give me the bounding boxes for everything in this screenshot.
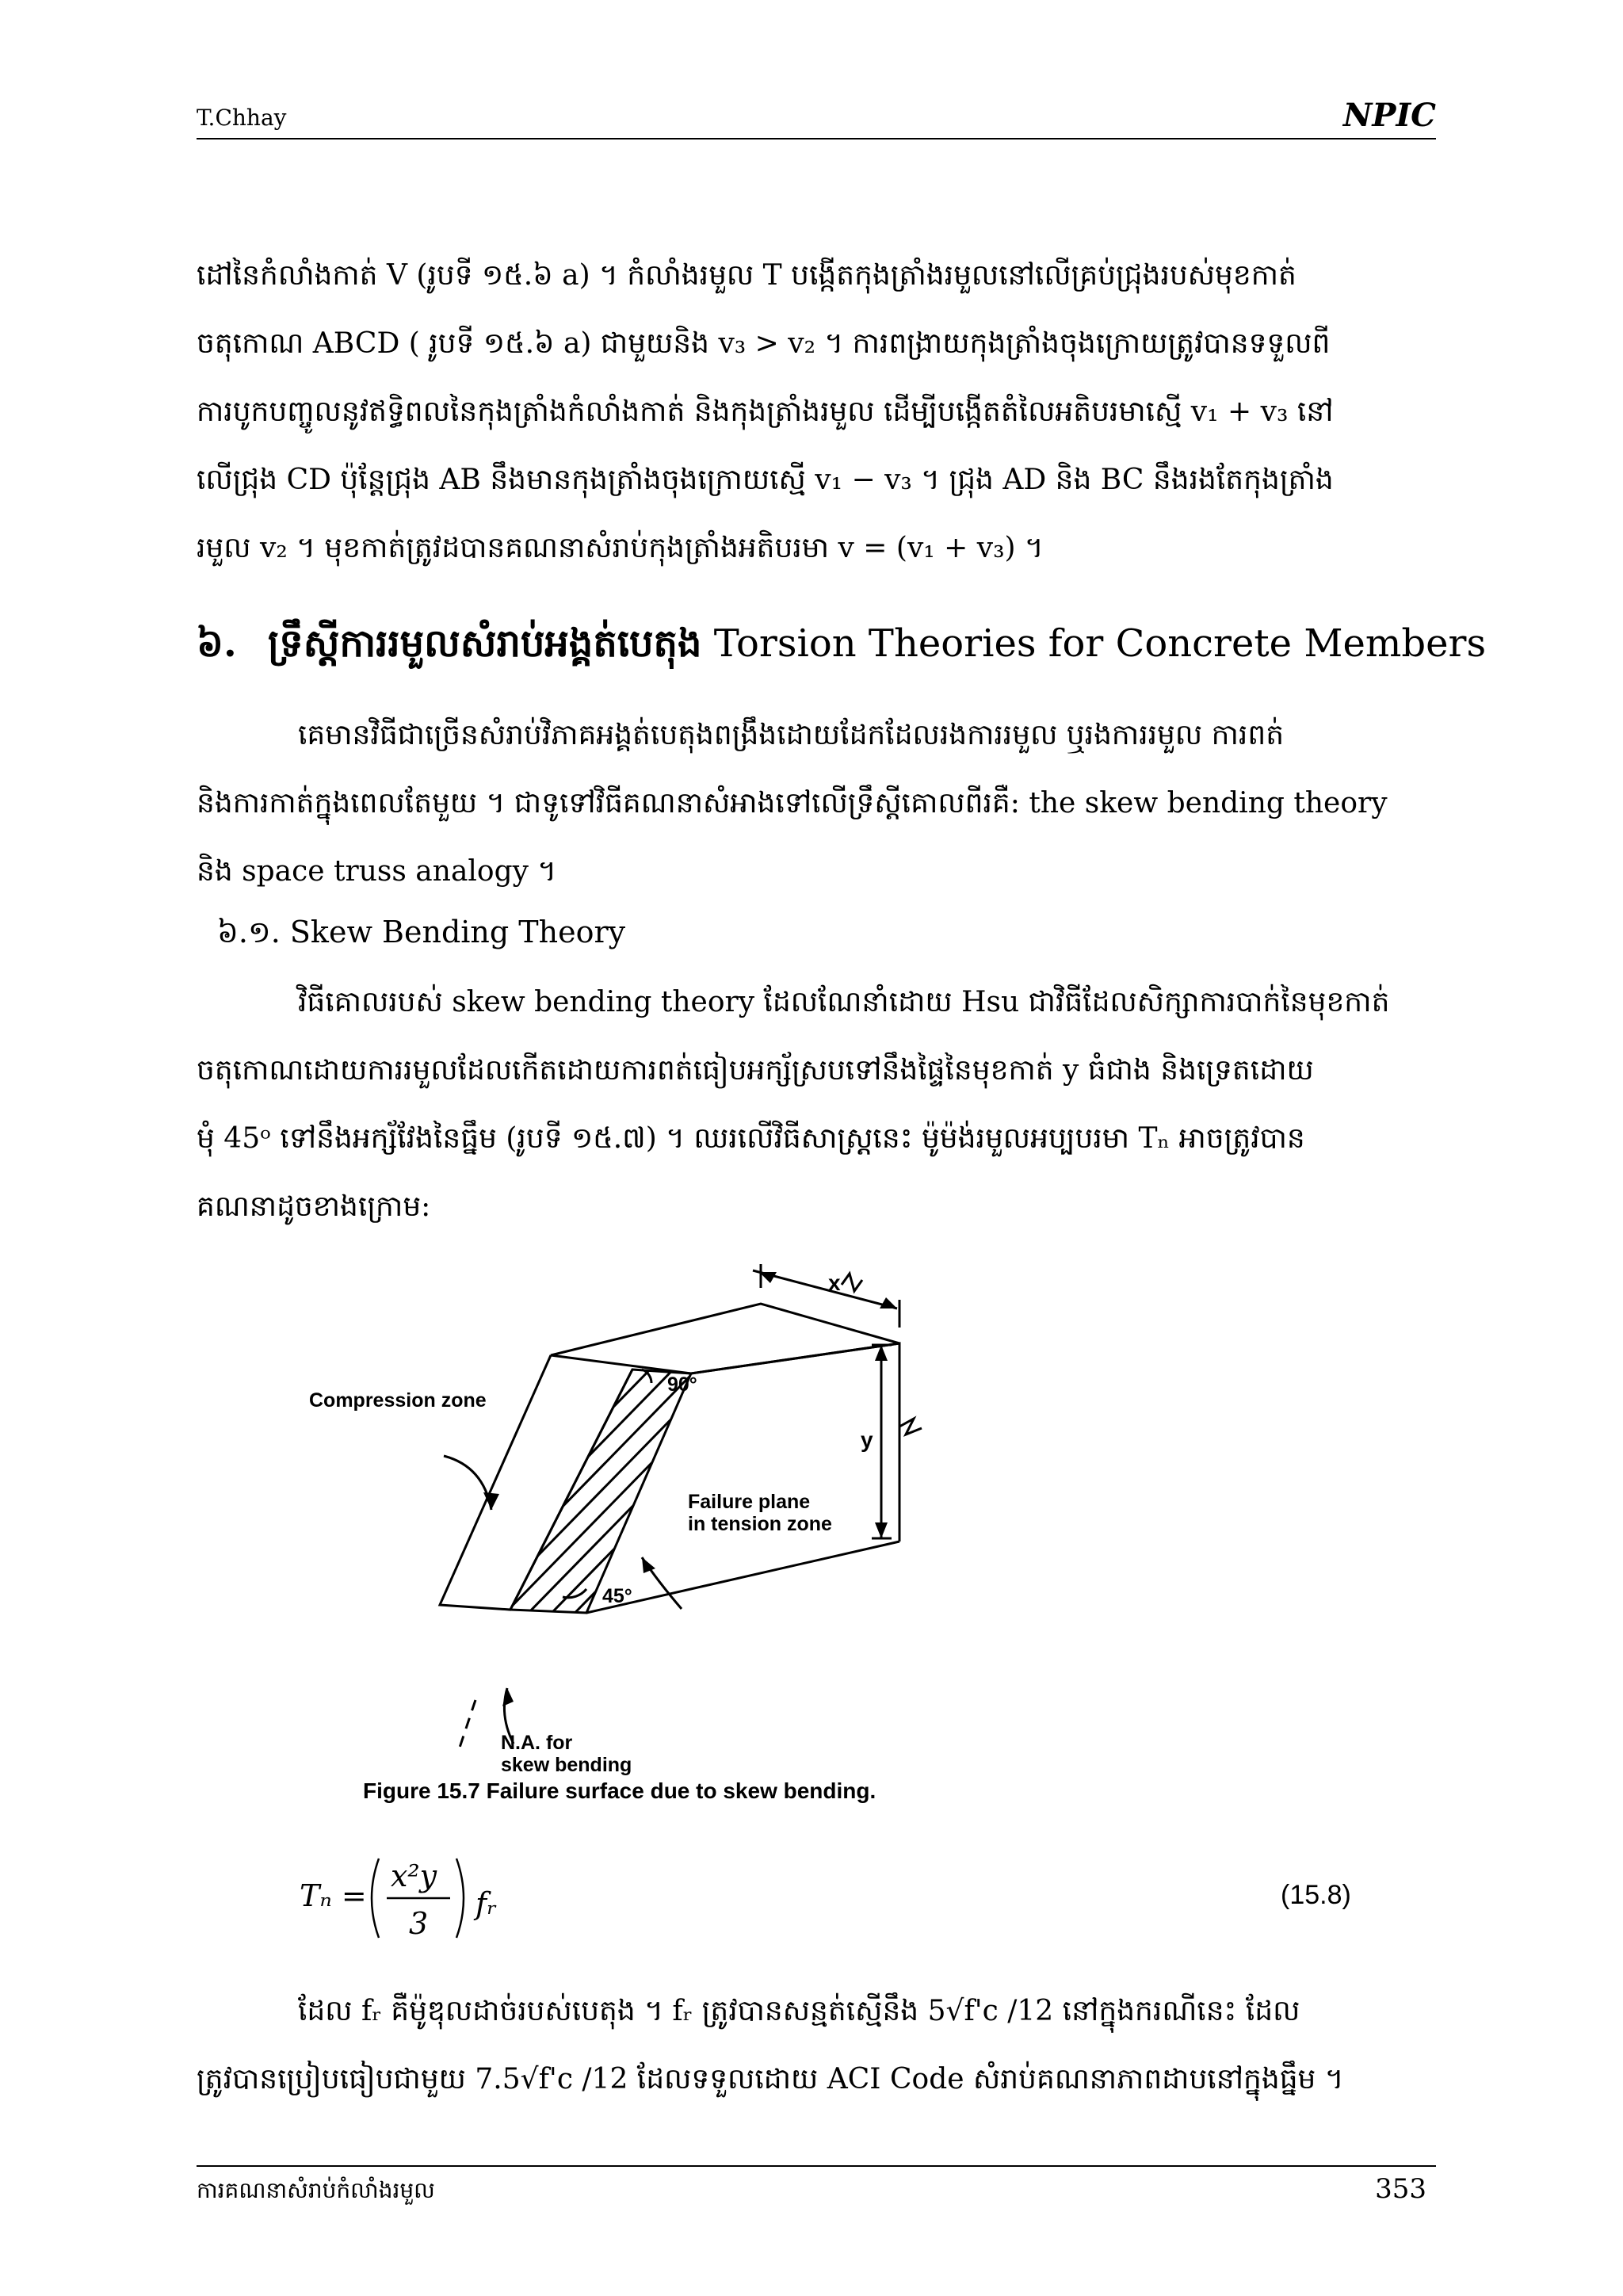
y-label: y	[861, 1427, 873, 1452]
paragraph-line: រមួល v₂ ។ មុខកាត់ត្រូវដបានគណនាសំរាប់កុងត្រាំងអតិបរមា v = (v₁ + v₃) ។	[197, 532, 1044, 564]
equation-lhs: Tₙ =	[300, 1878, 367, 1913]
x-label: x	[828, 1270, 841, 1295]
footer-rule	[197, 2165, 1436, 2167]
equation-rhs: fᵣ	[475, 1886, 498, 1921]
paragraph-line: ដែល fᵣ គឺម៉ូឌុលដាច់របស់បេតុង ។ fᵣ ត្រូវបានសន្មត់ស្មើនឹង 5√f'c /12 នៅក្នុងករណីនេះ ដែល	[298, 1995, 1300, 2027]
neutral-axis-line-2: skew bending	[501, 1754, 632, 1776]
failure-plane-line-2: in tension zone	[688, 1513, 832, 1535]
page-number: 353	[1375, 2173, 1426, 2205]
equation-number: (15.8)	[1281, 1880, 1351, 1910]
figure-caption: Figure 15.7 Failure surface due to skew bending.	[363, 1778, 876, 1803]
footer-title: ការគណនាសំរាប់កំលាំងរមួល	[197, 2177, 435, 2203]
paragraph-line: ត្រូវបានប្រៀបធៀបជាមួយ 7.5√f'c /12 ដែលទទួលដោយ ACI Code សំរាប់គណនាភាពដាបនៅក្នុងធ្នឹម ។	[197, 2063, 1344, 2095]
skew-bending-figure	[309, 1256, 967, 1811]
equation-denominator: 3	[409, 1906, 429, 1941]
paragraph-line: លើជ្រុង CD ប៉ុន្តែជ្រុង AB នឹងមានកុងត្រាំងចុងក្រោយស្មើ v₁ − v₃ ។ ជ្រុង AD និង BC នឹងរងតែកុងត្រាំង	[197, 464, 1334, 496]
failure-plane-line-1: Failure plane	[688, 1491, 811, 1513]
angle-90-label: 90°	[667, 1373, 697, 1396]
paragraph-line: គេមានវិធីជាច្រើនសំរាប់វិភាគអង្គត់បេតុងពង្រឹងដោយដែកដែលរងការរមួល ឬរងការរមួល ការពត់	[298, 719, 1285, 751]
header-org: NPIC	[1342, 97, 1436, 134]
section-heading	[197, 620, 1486, 675]
header-author: T.Chhay	[197, 105, 287, 131]
paragraph-line: គណនាដូចខាងក្រោម:	[197, 1190, 431, 1223]
failure-plane-label	[688, 1491, 832, 1535]
equation-15-8	[300, 1851, 553, 1953]
paragraph-3	[197, 968, 1436, 1241]
section-title-english: Torsion Theories for Concrete Members	[713, 621, 1487, 666]
paragraph-line: ចតុកោណ ABCD ( រូបទី ១៥.៦ a) ជាមួយនិង v₃ > v₂ ។ ការពង្រាយកុងត្រាំងចុងក្រោយត្រូវបានទទួលពី	[197, 327, 1331, 360]
equation-numerator: x²y	[391, 1859, 437, 1893]
paragraph-2	[197, 701, 1436, 906]
beam-diagram	[309, 1256, 967, 1811]
paragraph-4	[197, 1977, 1436, 2114]
paragraph-line: ដៅនៃកំលាំងកាត់ V (រូបទី ១៥.៦ a) ។ កំលាំងរមួល T បង្កើតកុងត្រាំងរមួលនៅលើគ្រប់ជ្រុងរបស់មុខកាត់	[197, 259, 1296, 292]
header-rule	[197, 138, 1436, 139]
section-title-khmer: ទ្រឹស្តីការរមួលសំរាប់អង្គត់បេតុង	[267, 621, 702, 666]
paragraph-line: និងការកាត់ក្នុងពេលតែមួយ ។ ជាទូទៅវិធីគណនាសំអាងទៅលើទ្រឹស្តីគោលពីរគឺ: the skew bending theory	[197, 787, 1388, 819]
paragraph-1	[197, 242, 1436, 583]
angle-45-label: 45°	[602, 1585, 632, 1607]
paragraph-line: មុំ 45ᵒ ទៅនឹងអក្ស័វែងនៃធ្នឹម (រូបទី ១៥.៧) ។ ឈរលើវិធីសាស្ត្រនេះ ម៉ូម៉ង់រមួលអប្បបរមា Tₙ អាចត្រូវបាន	[197, 1122, 1305, 1155]
equation-graphic	[300, 1851, 553, 1946]
paragraph-line: ការបូកបញ្ចូលនូវឥទ្ធិពលនៃកុងត្រាំងកំលាំងកាត់ និងកុងត្រាំងរមួល ដើម្បីបង្កើតតំលៃអតិបរមាស្មើ v₁ + v₃ នៅ	[197, 395, 1334, 428]
paragraph-line: ចតុកោណដោយការរមួលដែលកើតដោយការពត់ធៀបអក្ស័ស្របទៅនឹងផ្ទៃនៃមុខកាត់ y ធំជាង និងទ្រេតដោយ	[197, 1054, 1314, 1087]
neutral-axis-line-1: N.A. for	[501, 1732, 573, 1754]
paragraph-line: វិធីគោលរបស់ skew bending theory ដែលណែនាំដោយ Hsu ជាវិធីដែលសិក្សាការបាក់នៃមុខកាត់	[298, 986, 1390, 1018]
neutral-axis-label	[501, 1732, 632, 1776]
paragraph-line: និង space truss analogy ។	[197, 855, 557, 888]
section-number: ៦.	[197, 621, 237, 666]
compression-zone-label: Compression zone	[309, 1389, 487, 1412]
subsection-heading: ៦.១. Skew Bending Theory	[217, 915, 626, 949]
